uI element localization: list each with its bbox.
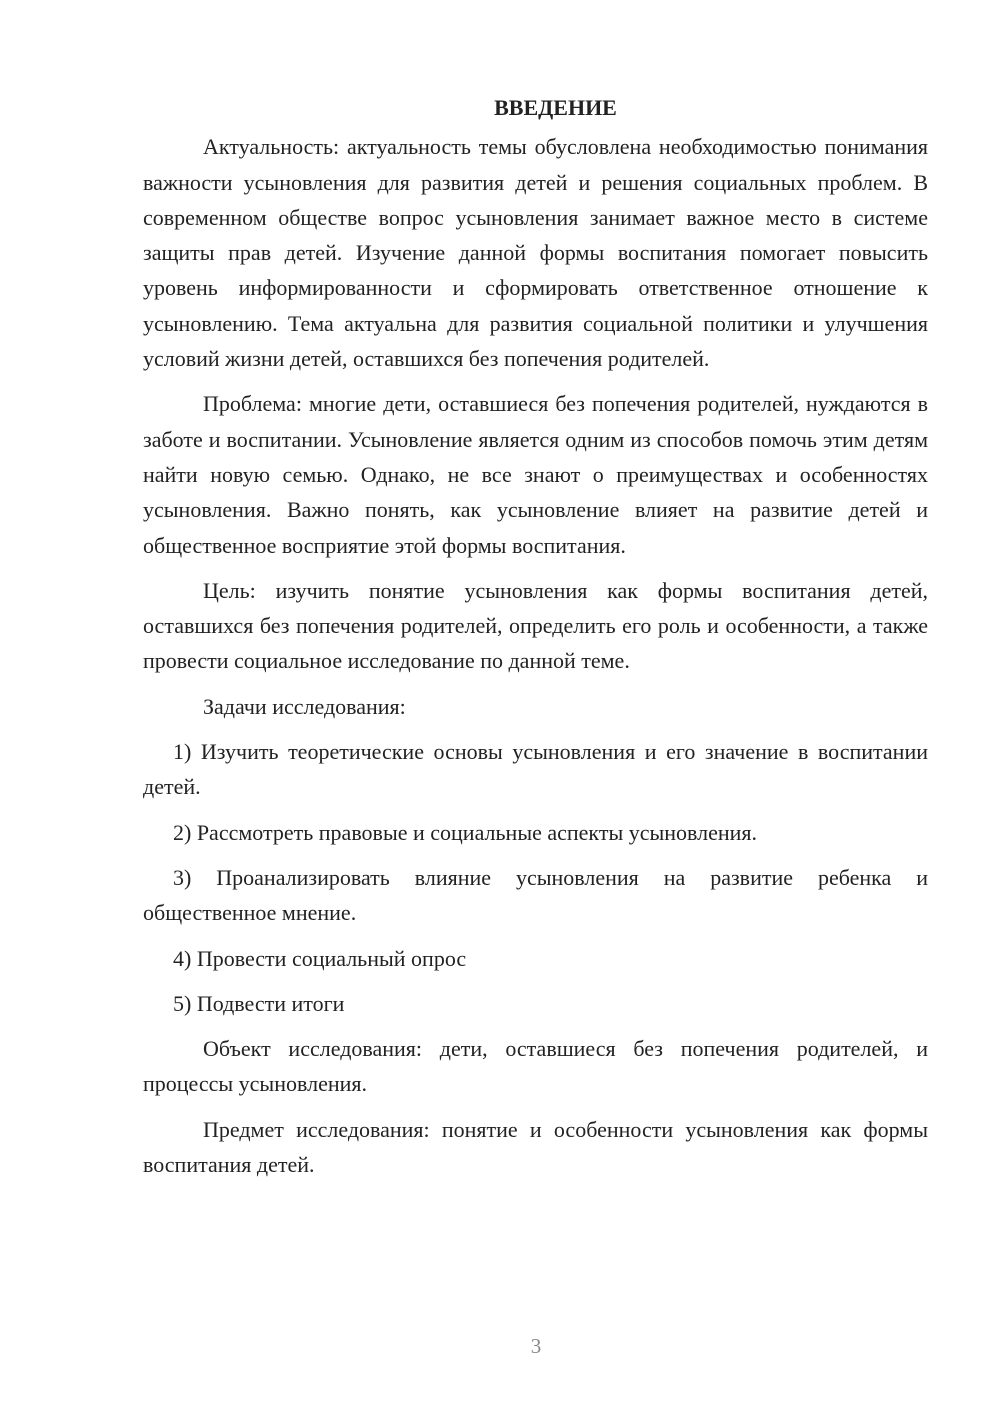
task-item-5: 5) Подвести итоги — [173, 990, 345, 1016]
tasks-label: Задачи исследования: — [203, 693, 406, 719]
task-item-3: 3) Проанализировать влияние усыновления на развитие ребенка и общественное мнение. — [143, 864, 928, 926]
problem-paragraph: Проблема: многие дети, оставшиеся без попечения родителей, нуждаются в заботе и воспитании. Усыновление является одним из способов помочь этим детям найти новую семью. Однако, не все знают о преимуществах и особенностях усыновления. Важно понять, как усыновление влияет на развитие детей и общественное восприятие этой формы воспитания. — [143, 391, 928, 558]
object-paragraph: Объект исследования: дети, оставшиеся без попечения родителей, и процессы усыновления. — [143, 1036, 928, 1097]
page-content — [143, 90, 928, 1192]
relevance-paragraph: Актуальность: актуальность темы обусловлена необходимостью понимания важности усыновления для развития детей и решения социальных проблем. В современном обществе вопрос усыновления занимает важное место в системе защиты прав детей. Изучение данной формы воспитания помогает повысить уровень информированности и сформировать ответственное отношение к усыновлению. Тема актуальна для развития социальной политики и улучшения условий жизни детей, оставшихся без попечения родителей. — [143, 134, 928, 372]
task-item-4: 4) Провести социальный опрос — [173, 945, 467, 971]
page-number: 3 — [530, 1334, 542, 1358]
subject-paragraph: Предмет исследования: понятие и особенности усыновления как формы воспитания детей. — [143, 1116, 928, 1178]
task-item-1: 1) Изучить теоретические основы усыновления и его значение в воспитании детей. — [143, 739, 928, 800]
page-title: ВВЕДЕНИЕ — [494, 95, 617, 120]
task-item-2: 2) Рассмотреть правовые и социальные аспекты усыновления. — [173, 819, 758, 845]
goal-paragraph: Цель: изучить понятие усыновления как формы воспитания детей, оставшихся без попечения родителей, определить его роль и особенности, а также провести социальное исследование по данной теме. — [143, 577, 928, 674]
